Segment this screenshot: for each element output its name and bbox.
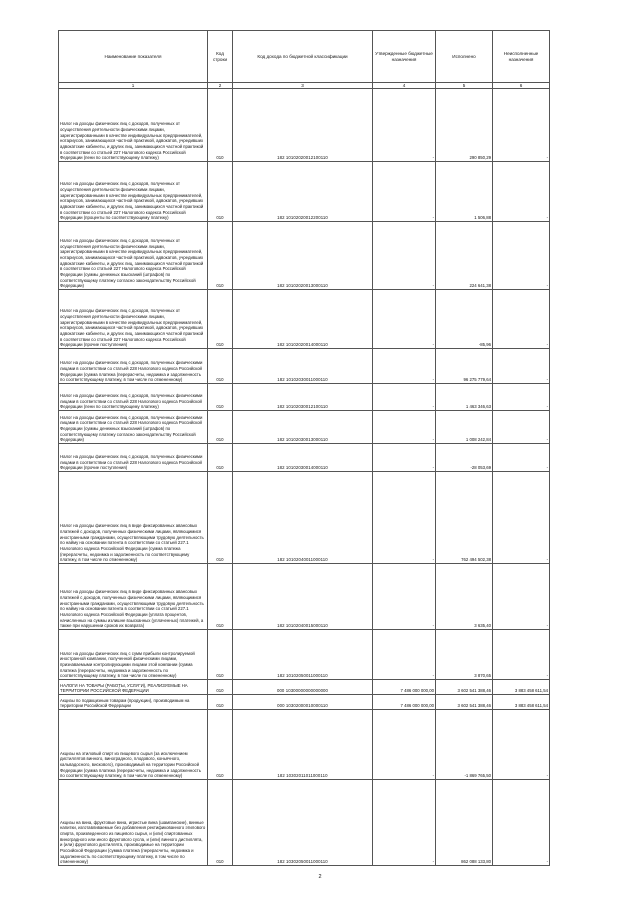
table-row xyxy=(59,162,550,222)
col-number: 3 xyxy=(233,83,373,89)
row-classification: 182 10102030011000110 xyxy=(233,349,373,384)
row-approved: - xyxy=(373,564,436,630)
row-done: 862 088 133,80 xyxy=(436,780,493,866)
col-number: 2 xyxy=(208,83,233,89)
table-row xyxy=(59,349,550,384)
table-header-row xyxy=(59,31,550,83)
row-classification: 182 10102020013000110 xyxy=(233,222,373,290)
header-unfulfilled: Неисполненные назначения xyxy=(493,31,550,83)
row-name: Налог на доходы физических лиц с доходов, полученных от осуществления деятельности физическими лицами, зарегистрированными в качестве индивидуальных предпринимателей, нотариусов, занимающихся частной практикой, адвокатов, учредивших адвокатские кабинеты, и других лиц, занимающихся частной практикой в соответствии со статьей 227 Налогового кодекса Российской Федерации (прочие поступления) xyxy=(59,290,208,349)
row-approved: - xyxy=(373,411,436,444)
row-approved: - xyxy=(373,384,436,411)
row-approved: - xyxy=(373,290,436,349)
row-approved: - xyxy=(373,444,436,472)
row-unfulfilled: - xyxy=(493,349,550,384)
col-number: 1 xyxy=(59,83,208,89)
table-row xyxy=(59,780,550,866)
row-code: 010 xyxy=(208,780,233,866)
row-unfulfilled: - xyxy=(493,444,550,472)
row-approved: - xyxy=(373,162,436,222)
row-done: 3 635,40 xyxy=(436,564,493,630)
table-row xyxy=(59,564,550,630)
header-approved: Утвержденные бюджетные назначения xyxy=(373,31,436,83)
row-classification: 182 10102030013000110 xyxy=(233,411,373,444)
table-row xyxy=(59,710,550,780)
row-done: -28 053,69 xyxy=(436,444,493,472)
row-classification: 182 10102030014000110 xyxy=(233,444,373,472)
table-row xyxy=(59,695,550,710)
row-done: 290 850,29 xyxy=(436,89,493,162)
row-unfulfilled: - xyxy=(493,162,550,222)
row-name: Налог на доходы физических лиц в виде фиксированных авансовых платежей с доходов, полученных физическими лицами, являющимися иностранными гражданами, осуществляющими трудовую деятельность по найму на основании патента в соответствии со статьей 227.1 Налогового кодекса Российской Федерации (сумма платежа (перерасчеты, недоимка и задолженность по соответствующему платежу, в том числе по отмененному) xyxy=(59,472,208,564)
row-code: 010 xyxy=(208,222,233,290)
row-name: Налог на доходы физических лиц с доходов, полученных от осуществления деятельности физическими лицами, зарегистрированными в качестве индивидуальных предпринимателей, нотариусов, занимающихся частной практикой, адвокатов, учредивших адвокатские кабинеты, и других лиц, занимающихся частной практикой в соответствии со статьей 227 Налогового кодекса Российской Федерации (пени по соответствующему платежу) xyxy=(59,89,208,162)
row-name: Акцизы по подакцизным товарам (продукции), производимым на территории Российской Федерации xyxy=(59,695,208,710)
col-number: 5 xyxy=(436,83,493,89)
row-done: -1 869 765,50 xyxy=(436,710,493,780)
row-unfulfilled: - xyxy=(493,290,550,349)
row-done: 96 275 779,64 xyxy=(436,349,493,384)
row-code: 010 xyxy=(208,290,233,349)
header-code: Код строки xyxy=(208,31,233,83)
row-done: 3 870,65 xyxy=(436,630,493,680)
row-unfulfilled: - xyxy=(493,630,550,680)
row-name: НАЛОГИ НА ТОВАРЫ (РАБОТЫ, УСЛУГИ), РЕАЛИЗУЕМЫЕ НА ТЕРРИТОРИИ РОССИЙСКОЙ ФЕДЕРАЦИИ xyxy=(59,680,208,695)
row-unfulfilled: - xyxy=(493,411,550,444)
row-approved: 7 486 000 000,00 xyxy=(373,680,436,695)
row-code: 010 xyxy=(208,710,233,780)
row-done: 1 506,88 xyxy=(436,162,493,222)
row-code: 010 xyxy=(208,162,233,222)
income-table xyxy=(58,30,550,866)
row-approved: 7 486 000 000,00 xyxy=(373,695,436,710)
row-name: Налог на доходы физических лиц в виде фиксированных авансовых платежей с доходов, полученных физическими лицами, являющимися иностранными гражданами, осуществляющими трудовую деятельность по найму на основании патента в соответствии со статьей 227.1 Налогового кодекса Российской Федерации (уплата процентов, начисленных на суммы излишне взысканных (уплаченных) платежей, а также при нарушении сроков их возврата) xyxy=(59,564,208,630)
row-name: Налог на доходы физических лиц с сумм прибыли контролируемой иностранной компании, полученной физическими лицами, признаваемыми контролирующими лицами этой компании (сумма платежа (перерасчеты, недоимка и задолженность по соответствующему платежу, в том числе по отмененному) xyxy=(59,630,208,680)
row-done: 3 602 541 388,46 xyxy=(436,695,493,710)
row-done: 3 602 541 388,46 xyxy=(436,680,493,695)
row-code: 010 xyxy=(208,89,233,162)
table-row xyxy=(59,444,550,472)
row-classification: 182 10102020014000110 xyxy=(233,290,373,349)
row-unfulfilled: - xyxy=(493,89,550,162)
row-approved: - xyxy=(373,780,436,866)
table-row xyxy=(59,290,550,349)
row-unfulfilled: - xyxy=(493,780,550,866)
row-unfulfilled: 3 883 458 611,54 xyxy=(493,695,550,710)
table-row xyxy=(59,89,550,162)
row-code: 010 xyxy=(208,349,233,384)
row-code: 010 xyxy=(208,564,233,630)
row-classification: 182 10102040015000110 xyxy=(233,564,373,630)
header-done: Исполнено xyxy=(436,31,493,83)
row-code: 010 xyxy=(208,411,233,444)
col-number: 4 xyxy=(373,83,436,89)
page-number: 2 xyxy=(318,874,322,880)
row-done: 224 641,38 xyxy=(436,222,493,290)
row-name: Налог на доходы физических лиц с доходов, полученных физическими лицами в соответствии со статьей 228 Налогового кодекса Российской Федерации (прочие поступления) xyxy=(59,444,208,472)
table-row xyxy=(59,411,550,444)
col-number: 6 xyxy=(493,83,550,89)
row-unfulfilled: - xyxy=(493,222,550,290)
table-row xyxy=(59,472,550,564)
row-name: Акцизы на вина, фруктовые вина, игристые вина (шампанские), винные напитки, изготавливаемые без добавления ректификованного этилового спирта, произведенного из пищевого сырья, и (или) спиртованных виноградного или иного фруктового сусла, и (или) винного дистиллята, и (или) фруктового дистиллята, производимые на территории Российской Федерации (сумма платежа (перерасчеты, недоимка и задолженность по соответствующему платежу, в том числе по отмененному) xyxy=(59,780,208,866)
row-code: 010 xyxy=(208,472,233,564)
row-code: 010 xyxy=(208,630,233,680)
row-classification: 182 10302011011000110 xyxy=(233,710,373,780)
row-done: 1 463 346,63 xyxy=(436,384,493,411)
row-done: 1 008 242,84 xyxy=(436,411,493,444)
row-name: Налог на доходы физических лиц с доходов, полученных от осуществления деятельности физическими лицами, зарегистрированными в качестве индивидуальных предпринимателей, нотариусов, занимающихся частной практикой, адвокатов, учредивших адвокатские кабинеты, и других лиц, занимающихся частной практикой в соответствии со статьей 227 Налогового кодекса Российской Федерации (проценты по соответствующему платежу) xyxy=(59,162,208,222)
row-classification: 182 10302050011000110 xyxy=(233,780,373,866)
row-classification: 182 10102040011000110 xyxy=(233,472,373,564)
row-name: Налог на доходы физических лиц с доходов, полученных физическими лицами в соответствии со статьей 228 Налогового кодекса Российской Федерации (суммы денежных взысканий (штрафов) по соответствующему платежу согласно законодательству Российской Федерации) xyxy=(59,411,208,444)
row-name: Налог на доходы физических лиц с доходов, полученных от осуществления деятельности физическими лицами, зарегистрированными в качестве индивидуальных предпринимателей, нотариусов, занимающихся частной практикой, адвокатов, учредивших адвокатские кабинеты, и других лиц, занимающихся частной практикой в соответствии со статьей 227 Налогового кодекса Российской Федерации (суммы денежных взысканий (штрафов) по соответствующему платежу согласно законодательству Российской Федерации) xyxy=(59,222,208,290)
row-code: 010 xyxy=(208,384,233,411)
table-row xyxy=(59,222,550,290)
header-name: Наименование показателя xyxy=(59,31,208,83)
row-code: 010 xyxy=(208,695,233,710)
row-unfulfilled: 3 883 458 611,54 xyxy=(493,680,550,695)
row-unfulfilled: - xyxy=(493,384,550,411)
row-code: 010 xyxy=(208,680,233,695)
header-classification: Код дохода по бюджетной классификации xyxy=(233,31,373,83)
row-approved: - xyxy=(373,349,436,384)
table-row xyxy=(59,630,550,680)
row-approved: - xyxy=(373,630,436,680)
row-unfulfilled: - xyxy=(493,710,550,780)
row-classification: 182 10102020012200110 xyxy=(233,162,373,222)
row-approved: - xyxy=(373,89,436,162)
table-row xyxy=(59,384,550,411)
row-approved: - xyxy=(373,472,436,564)
row-approved: - xyxy=(373,710,436,780)
row-unfulfilled: - xyxy=(493,472,550,564)
row-classification: 182 10102050011000110 xyxy=(233,630,373,680)
table-row xyxy=(59,680,550,695)
row-classification: 000 10300000000000000 xyxy=(233,680,373,695)
row-approved: - xyxy=(373,222,436,290)
row-name: Налог на доходы физических лиц с доходов, полученных физическими лицами в соответствии со статьей 228 Налогового кодекса Российской Федерации (пени по соответствующему платежу) xyxy=(59,384,208,411)
row-unfulfilled: - xyxy=(493,564,550,630)
row-classification: 182 10102020012100110 xyxy=(233,89,373,162)
report-page xyxy=(58,30,549,866)
row-classification: 182 10102030012100110 xyxy=(233,384,373,411)
row-classification: 000 10302000010000110 xyxy=(233,695,373,710)
row-done: -85,96 xyxy=(436,290,493,349)
row-code: 010 xyxy=(208,444,233,472)
row-done: 762 494 502,38 xyxy=(436,472,493,564)
row-name: Акцизы на этиловый спирт из пищевого сырья (за исключением дистиллятов винного, виноградного, плодового, коньячного, кальвадосного, вискового), производимый на территории Российской Федерации (сумма платежа (перерасчеты, недоимка и задолженность по соответствующему платежу, в том числе по отмененному) xyxy=(59,710,208,780)
row-name: Налог на доходы физических лиц с доходов, полученных физическими лицами в соответствии со статьей 228 Налогового кодекса Российской Федерации (сумма платежа (перерасчеты, недоимка и задолженность по соответствующему платежу, в том числе по отмененному) xyxy=(59,349,208,384)
